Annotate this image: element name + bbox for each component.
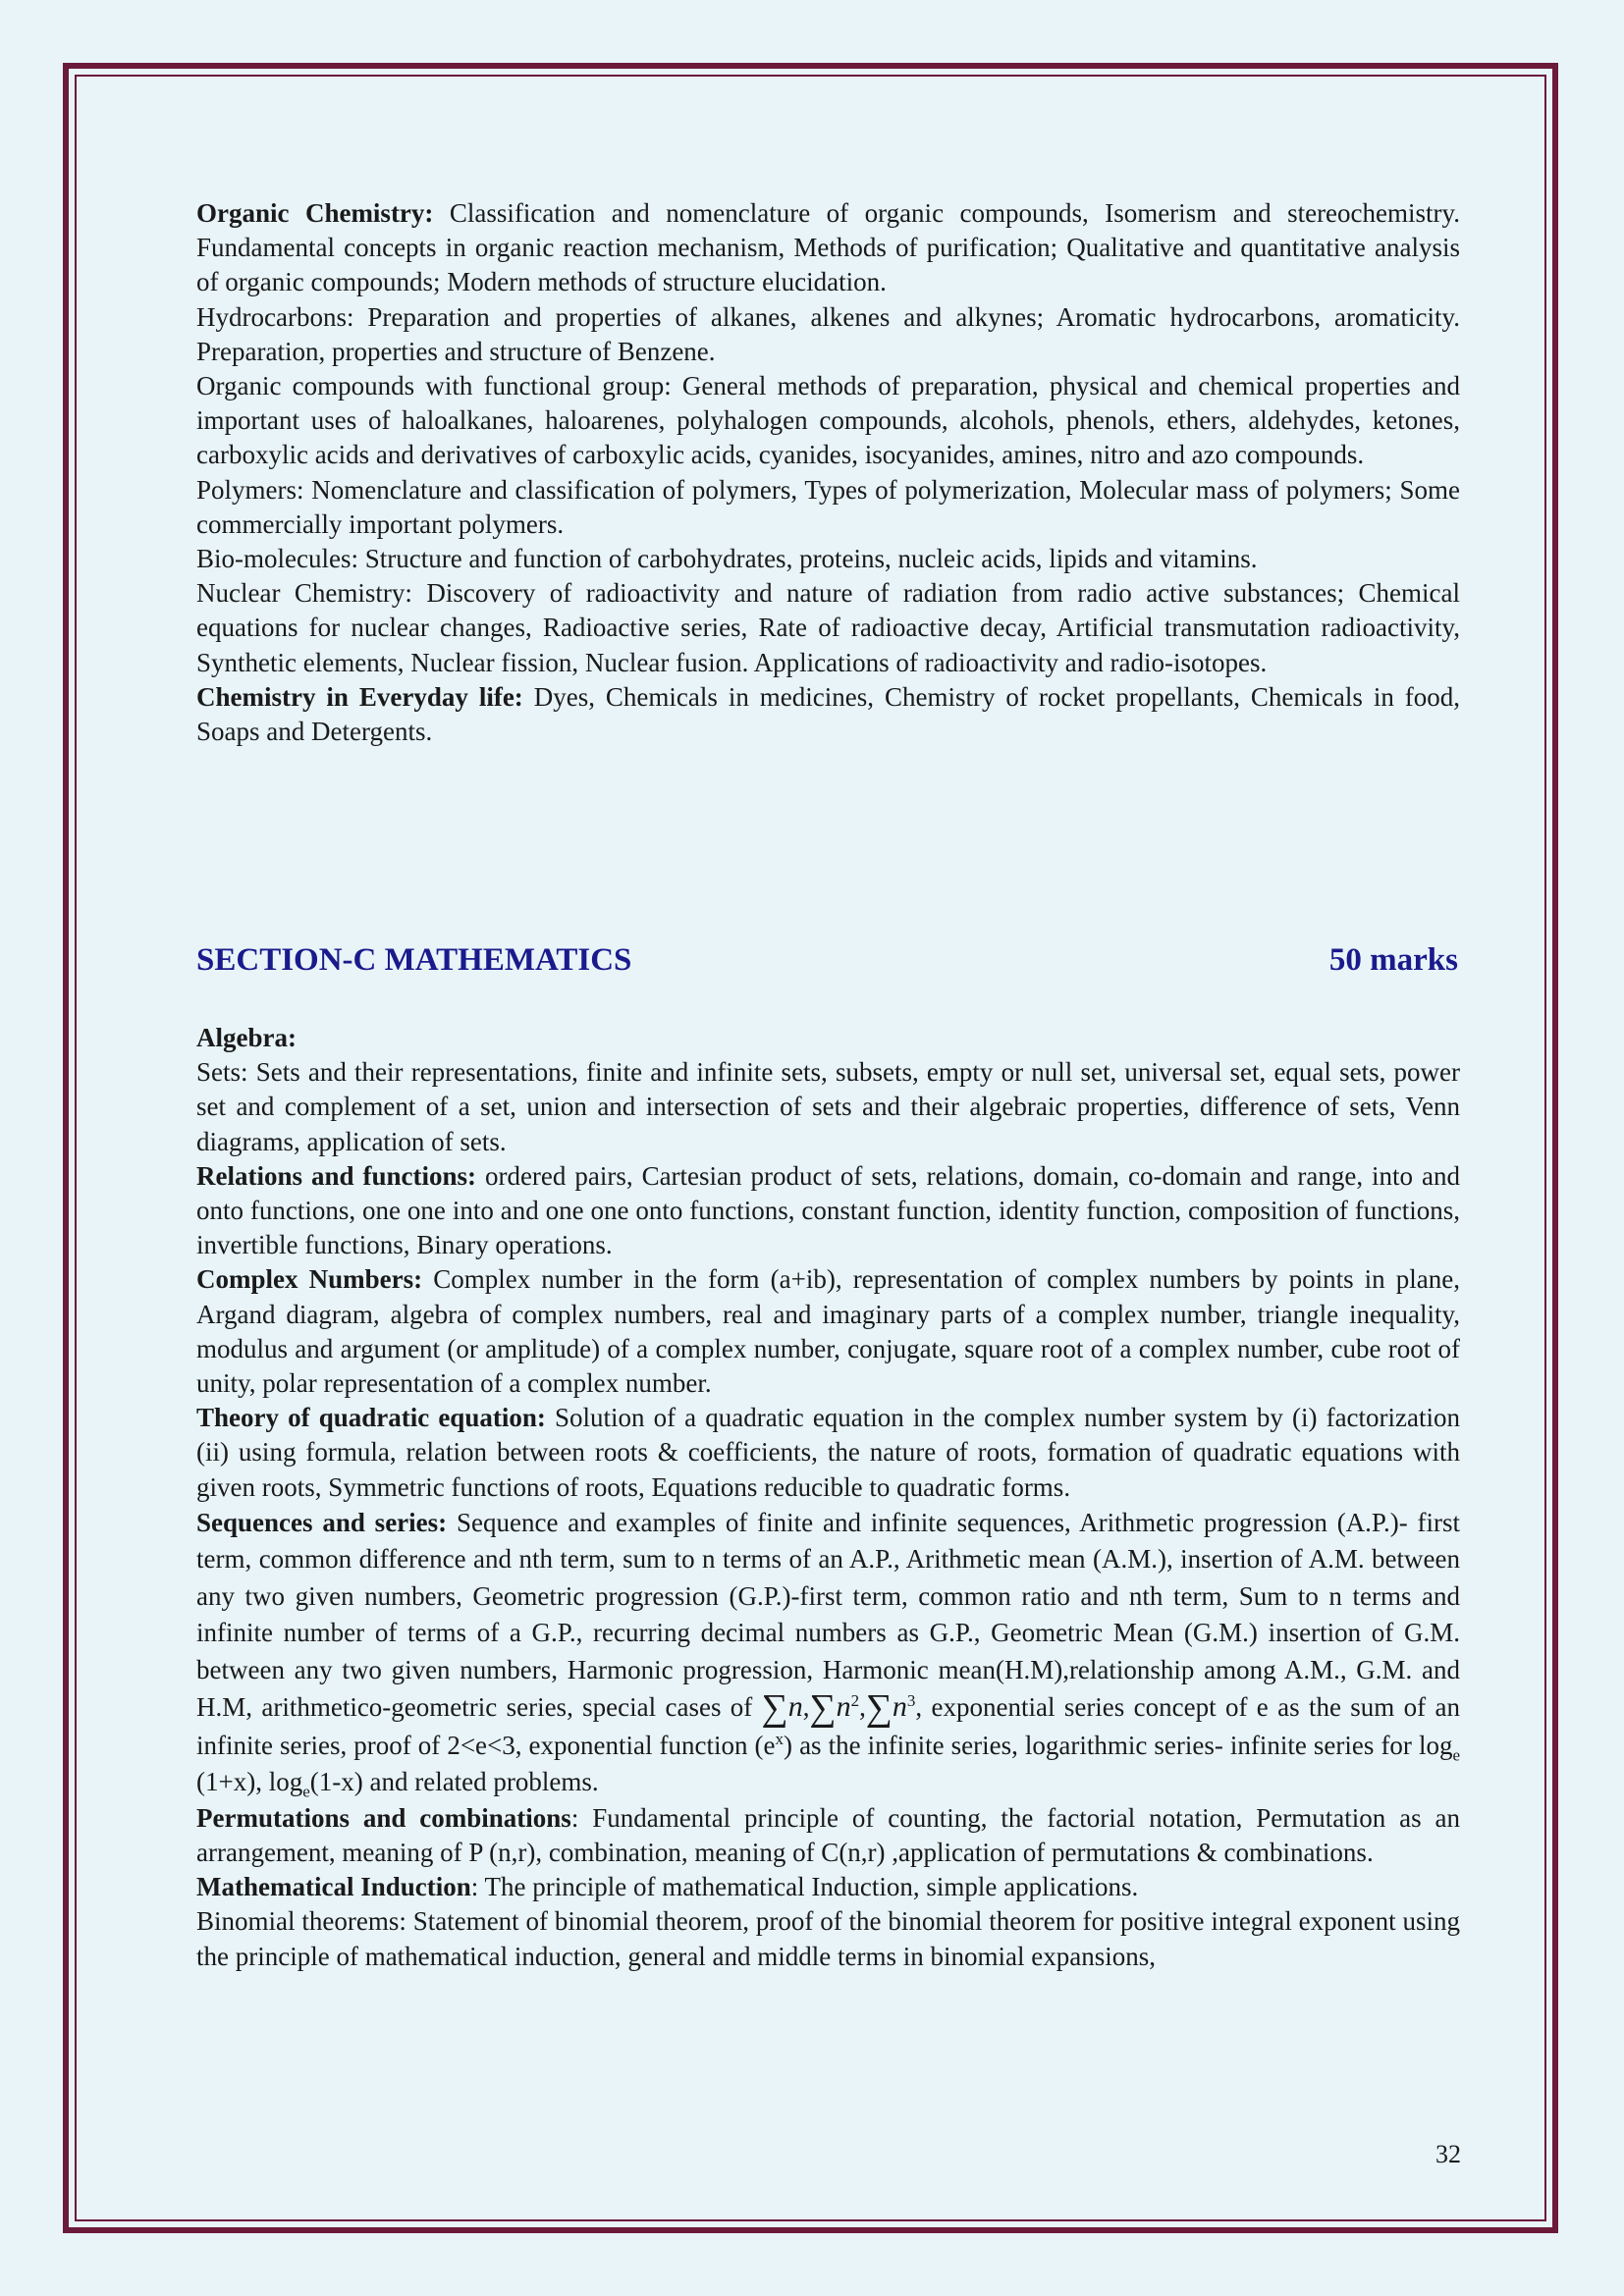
section-marks: 50 marks [1328,942,1458,978]
everyday-chemistry-text: Dyes, Chemicals in medicines, Chemistry of rocket propellants, Chemicals in food, Soaps and Detergents. [196,681,1461,747]
functional-group-paragraph: Organic compounds with functional group: General methods of preparation, physical and chemical properties and important uses of haloalkanes, haloarenes, polyhalogen compounds, alcohols, phenols, ethers, aldehydes, ketones, carboxylic acids and derivatives of carboxylic acids, cyanides, isocyanides, amines, nitro and azo compounds. [196,371,1460,470]
induction-text: : The principle of mathematical Induction, simple applications. [470,1872,1139,1902]
biomolecules-paragraph: Bio-molecules: Structure and function of carbohydrates, proteins, nucleic acids, lipids and vitamins. [196,544,1258,574]
permutations-label: Permutations and combinations [196,1802,571,1833]
section-header [196,942,1458,979]
sequences-paragraph [196,1505,1460,1801]
chemistry-section [196,196,1460,749]
organic-chemistry-text: Classification and nomenclature of organic compounds, Isomerism and stereochemistry. Fundamental concepts in organic reaction mechanism, Methods of purification; Qualitative and quantitative analysis of organic compounds; Modern methods of structure elucidation. [196,198,1461,297]
quadratic-text: Solution of a quadratic equation in the complex number system by (i) factorization (ii) using formula, relation between roots & coefficients, the nature of roots, formation of quadratic equations with given roots, Symmetric functions of roots, Equations reducible to quadratic forms. [196,1403,1460,1502]
relations-label: Relations and functions: [196,1160,476,1191]
mathematics-section [196,1021,1460,1974]
sequences-text-1: Sequence and examples of finite and infinite sequences, Arithmetic progression (A.P.)- first term, common difference and nth term, sum to n terms of an A.P., Arithmetic mean (A.M.), insertion of A.M. between any two given numbers, Geometric progression (G.P.)-first term, common ratio and nth term, Sum to n terms and infinite number of terms of a G.P., recurring decimal numbers as G.P., Geometric Mean (G.M.) insertion of G.M. between any two given numbers, Harmonic progression, Harmonic mean(H.M),relationship among A.M., G.M. and H.M, arithmetico-geometric series, special cases of [196,1507,1461,1723]
sigma-symbol-3: ∑ [865,1687,893,1730]
everyday-chemistry-label: Chemistry in Everyday life: [196,681,523,712]
sets-paragraph: Sets: Sets and their representations, finite and infinite sets, subsets, empty or null set, universal set, equal sets, power set and complement of a set, union and intersection of sets and their algebraic properties, difference of sets, Venn diagrams, application of sets. [196,1057,1460,1156]
sequences-text-4: (1+x), log [196,1767,303,1797]
subscript-e-1: e [1452,1745,1461,1765]
hydrocarbons-paragraph: Hydrocarbons: Preparation and properties of alkanes, alkenes and alkynes; Aromatic hydrocarbons, aromaticity. Preparation, properties and structure of Benzene. [196,301,1460,366]
sigma-symbol-2: ∑ [809,1687,837,1730]
section-title: SECTION-C MATHEMATICS [196,942,632,978]
organic-chemistry-paragraph [196,196,1460,300]
exponent-x: x [775,1729,785,1748]
comma-1: , [802,1692,810,1723]
induction-label: Mathematical Induction [196,1872,471,1902]
sequences-text-5: (1-x) and related problems. [309,1767,599,1797]
sequences-text-3: ) as the infinite series, logarithmic series- infinite series for log [784,1730,1453,1760]
complex-numbers-text: Complex number in the form (a+ib), representation of complex numbers by points in plane, Argand diagram, algebra of complex numbers, real and imaginary parts of a complex number, triangle inequality, modulus and argument (or amplitude) of a complex number, conjugate, square root of a complex number, cube root of unity, polar representation of a complex number. [196,1264,1461,1399]
sigma-symbol-1: ∑ [761,1687,788,1730]
permutations-paragraph [196,1801,1460,1870]
n-variable-2: n [836,1690,851,1724]
binomial-paragraph: Binomial theorems: Statement of binomial theorem, proof of the binomial theorem for positive integral exponent using the principle of mathematical induction, general and middle terms in binomial expansions, [196,1906,1460,1971]
page-number: 32 [1435,2140,1461,2168]
sequences-text-2: , exponential series concept of e as the sum of an infinite series, proof of 2<e<3, exponential function (e [196,1692,1460,1760]
quadratic-paragraph [196,1401,1460,1505]
permutations-text: : Fundamental principle of counting, the factorial notation, Permutation as an arrangement, meaning of P (n,r), combination, meaning of C(n,r) ,application of permutations & combinations. [196,1802,1460,1868]
everyday-chemistry-paragraph [196,680,1460,749]
relations-paragraph [196,1159,1460,1263]
nuclear-chemistry-paragraph: Nuclear Chemistry: Discovery of radioactivity and nature of radiation from radio active substances; Chemical equations for nuclear changes, Radioactive series, Rate of radioactive decay, Artificial transmutation radioactivity, Synthetic elements, Nuclear fission, Nuclear fusion. Applications of radioactivity and radio-isotopes. [196,578,1460,677]
quadratic-label: Theory of quadratic equation: [196,1403,546,1433]
relations-text: ordered pairs, Cartesian product of sets, relations, domain, co-domain and range, into and onto functions, one one into and one one onto functions, constant function, identity function, composition of functions, invertible functions, Binary operations. [196,1160,1461,1260]
subscript-e-2: e [302,1782,310,1801]
complex-numbers-label: Complex Numbers: [196,1264,423,1295]
algebra-heading: Algebra: [196,1023,297,1052]
exponent-2: 2 [850,1691,860,1711]
sequences-label: Sequences and series: [196,1507,448,1537]
n-variable-3: n [892,1690,907,1724]
organic-chemistry-label: Organic Chemistry: [196,198,434,228]
exponent-3: 3 [906,1691,916,1711]
polymers-paragraph: Polymers: Nomenclature and classification of polymers, Types of polymerization, Molecular mass of polymers; Some commercially important polymers. [196,474,1460,539]
induction-paragraph [196,1870,1460,1904]
complex-numbers-paragraph [196,1262,1460,1401]
n-variable-1: n [787,1690,803,1724]
comma-2: , [859,1692,866,1723]
